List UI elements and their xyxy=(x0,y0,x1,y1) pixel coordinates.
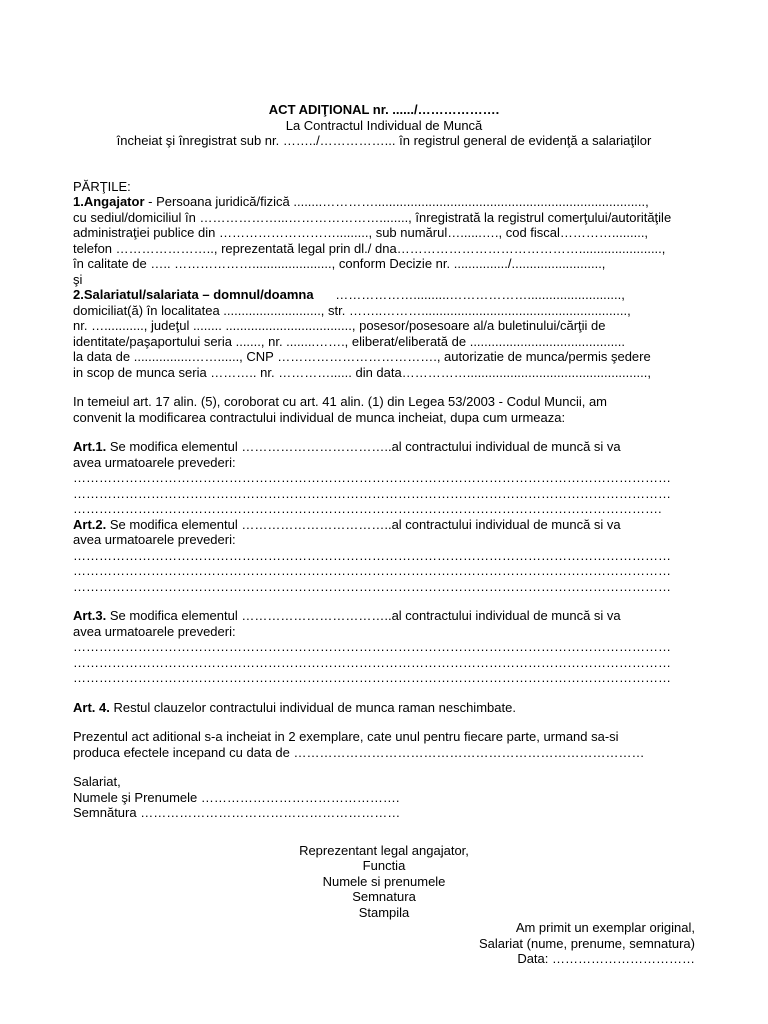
article-1-dots-1: ………………………………………………………………………………………………………………………… xyxy=(73,470,671,485)
employee-line-5: la data de ................……......, CNP ………………………………., autorizatie de munca/permis şedere xyxy=(73,349,651,364)
article-3-line-2: avea urmatoarele prevederi: xyxy=(73,623,236,639)
article-2-label: Art.2. xyxy=(73,516,107,532)
employee-line-6: in scop de munca seria ……….. nr. …………...... din data…………….................................................., xyxy=(73,364,651,380)
article-3-text: Se modifica elementul ……………………………..al contractului individual de muncă si va xyxy=(106,608,621,623)
employer-line-4: telefon ………………….., reprezentată legal prin dl./ dna……………………………………......................., xyxy=(73,240,666,256)
article-1-text: Se modifica elementul ……………………………..al contractului individual de muncă si va xyxy=(106,439,621,454)
receipt-line-2: Salariat (nume, prenume, semnatura) xyxy=(478,935,695,951)
employee-label: 2.Salariatul/salariata – domnul/doamna xyxy=(73,287,314,302)
article-2-line-2: avea urmatoarele prevederi: xyxy=(73,532,236,547)
employer-sign-line-5: Stampila xyxy=(358,904,410,920)
article-2-dots-3: ………………………………………………………………………………………………………………………… xyxy=(73,578,671,594)
article-1-dots-3: ………………………………………………………………………………………………………………………. xyxy=(73,501,662,516)
employee-sign-name: Numele şi Prenumele ………………………………………. xyxy=(73,789,400,805)
article-2-dots-2: ………………………………………………………………………………………………………………………… xyxy=(73,563,671,578)
employer-sign-line-4: Semnatura xyxy=(352,889,416,904)
article-3-dots-3: ………………………………………………………………………………………………………………………… xyxy=(73,670,671,685)
article-2-dots-1: ………………………………………………………………………………………………………………………… xyxy=(73,547,671,563)
parties-heading: PĂRŢILE: xyxy=(73,178,131,194)
article-1-line-2: avea urmatoarele prevederi: xyxy=(73,454,236,470)
employee-line-2: domiciliat(ă) în localitatea ..........................., str. ……..………........................................................., xyxy=(73,302,631,318)
employee-line-1 xyxy=(73,287,695,303)
preamble-line-1: In temeiul art. 17 alin. (5), coroborat cu art. 41 alin. (1) din Legea 53/2003 - Codul Muncii, am xyxy=(73,394,608,409)
employer-sign-line-3: Numele si prenumele xyxy=(322,873,446,889)
document-body xyxy=(73,102,695,967)
article-3-dots-1: ………………………………………………………………………………………………………………………… xyxy=(73,639,671,654)
preamble-line-2: convenit la modificarea contractului individual de munca incheiat, dupa cum urmeaza: xyxy=(73,409,566,425)
closing-line-1: Prezentul act aditional s-a incheiat in 2 exemplare, cate unul pentru fiecare parte, urmand sa-si xyxy=(73,729,619,744)
receipt-line-3: Data: …………………………… xyxy=(517,951,695,966)
article-1-heading xyxy=(73,439,695,455)
article-4-label: Art. 4. xyxy=(73,699,110,715)
employee-line-3: nr. …..........., judeţul ........ ..................................., posesor/posesoare al/a buletinului/cărţii de xyxy=(73,318,606,333)
closing-line-2: produca efectele incepand cu data de ……………………………………………………………………… xyxy=(73,744,645,760)
article-3-dots-2: ………………………………………………………………………………………………………………………… xyxy=(73,654,671,670)
employer-label: 1.Angajator xyxy=(73,194,145,209)
employer-line-1 xyxy=(73,194,695,210)
employer-sign-line-1: Reprezentant legal angajator, xyxy=(299,842,469,858)
registry-line: încheiat şi înregistrat sub nr. ……../……………... în registrul general de evidenţă a salariaţilor xyxy=(116,133,652,148)
article-3-heading xyxy=(73,608,695,624)
article-1-dots-2: ………………………………………………………………………………………………………………………… xyxy=(73,485,671,501)
employer-line-2: cu sediul/domiciliul în ………………...…………………........, înregistrată la registrul comerţului/autorităţile xyxy=(73,209,672,225)
employer-line-3: administraţiei publice din ………………………........., sub numărul…......…., cod fiscal…………........., xyxy=(73,225,649,240)
article-4-text: Restul clauzelor contractului individual de munca raman neschimbate. xyxy=(109,699,516,715)
document-subtitle: La Contractul Individual de Muncă xyxy=(285,117,483,133)
article-4 xyxy=(73,700,695,716)
employee-sign-label: Salariat, xyxy=(73,774,121,789)
employer-sign-block xyxy=(73,843,695,921)
article-3-label: Art.3. xyxy=(73,608,107,623)
receipt-block xyxy=(73,920,695,967)
employee-line-1-text: ………………..........……………….........................., xyxy=(335,287,625,302)
employee-sign-signature: Semnătura …………………………………………………… xyxy=(73,805,401,820)
article-2-text: Se modifica elementul ……………………………..al contractului individual de muncă si va xyxy=(106,516,621,532)
document-title: ACT ADIŢIONAL nr. ....../………………. xyxy=(268,102,500,117)
employee-line-4: identitate/paşaportului seria ......., nr. ........……., eliberat/eliberată de ........................................... xyxy=(73,333,626,349)
article-1-label: Art.1. xyxy=(73,439,107,454)
employer-line-1-text: - Persoana juridică/fizică ........…………..........................................................................., xyxy=(144,194,649,209)
employer-sign-line-2: Functia xyxy=(362,858,406,873)
article-2-heading xyxy=(73,517,695,533)
employer-line-5: în calitate de ….. ………………......................, conform Decizie nr. .............../........................., xyxy=(73,256,606,271)
and-connector: şi xyxy=(73,271,83,287)
receipt-line-1: Am primit un exemplar original, xyxy=(515,920,695,935)
